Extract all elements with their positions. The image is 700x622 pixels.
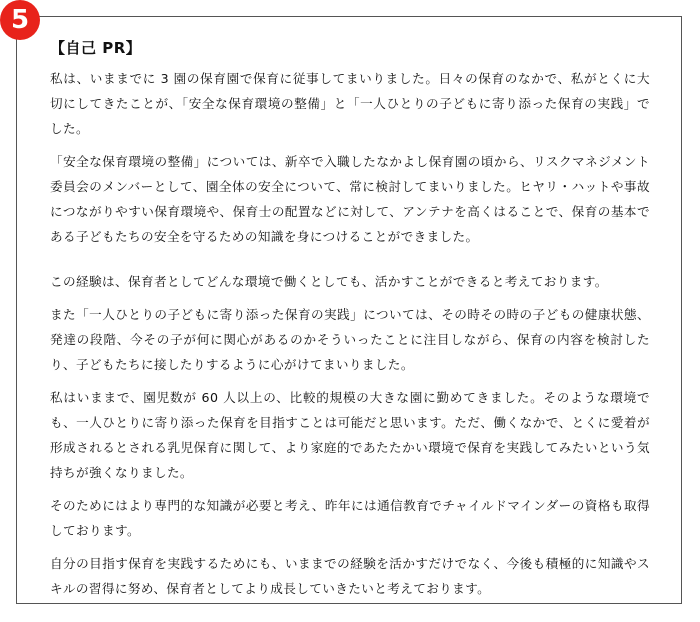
- paragraph-individual-care: また「一人ひとりの子どもに寄り添った保育の実践」については、その時その時の子どもの健康状態、発達の段階、今その子が何に関心があるのかそういったことに注目しながら、保育の内容を検討したり、子どもたちに接したりするように心がけてまいりました。: [50, 307, 650, 372]
- paragraph-large-nursery: 私はいままで、園児数が 60 人以上の、比較的規模の大きな園に勤めてきました。そのような環境でも、一人ひとりに寄り添った保育を目指すことは可能だと思います。ただ、働くなかで、とくに愛着が形成されるとされる乳児保育に関して、より家庭的であたたかい環境で保育を実践してみたいという気持ちが強くなりました。: [50, 390, 650, 480]
- paragraph-safety: 「安全な保育環境の整備」については、新卒で入職したなかよし保育園の頃から、リスクマネジメント委員会のメンバーとして、園全体の安全について、常に検討してまいりました。ヒヤリ・ハットや事故につながりやすい保育環境や、保育士の配置などに対して、アンテナを高くはることで、保育の基本である子どもたちの安全を守るための知識を身につけることができました。: [50, 154, 650, 244]
- self-pr-content: [50, 38, 650, 601]
- paragraph-future-goal: 自分の目指す保育を実践するためにも、いままでの経験を活かすだけでなく、今後も積極的に知識やスキルの習得に努め、保育者としてより成長していきたいと考えております。: [50, 556, 650, 596]
- section-title: 【自己 PR】: [50, 39, 142, 57]
- section-number: 5: [10, 5, 30, 35]
- section-number-badge: [0, 0, 40, 40]
- paragraph-experience: この経験は、保育者としてどんな環境で働くとしても、活かすことができると考えております。: [50, 274, 608, 289]
- paragraph-qualification: そのためにはより専門的な知識が必要と考え、昨年には通信教育でチャイルドマインダーの資格も取得しております。: [50, 498, 650, 538]
- paragraph-intro: 私は、いままでに 3 園の保育園で保育に従事してまいりました。日々の保育のなかで、私がとくに大切にしてきたことが、「安全な保育環境の整備」と「一人ひとりの子どもに寄り添った保育の実践」でした。: [50, 71, 650, 136]
